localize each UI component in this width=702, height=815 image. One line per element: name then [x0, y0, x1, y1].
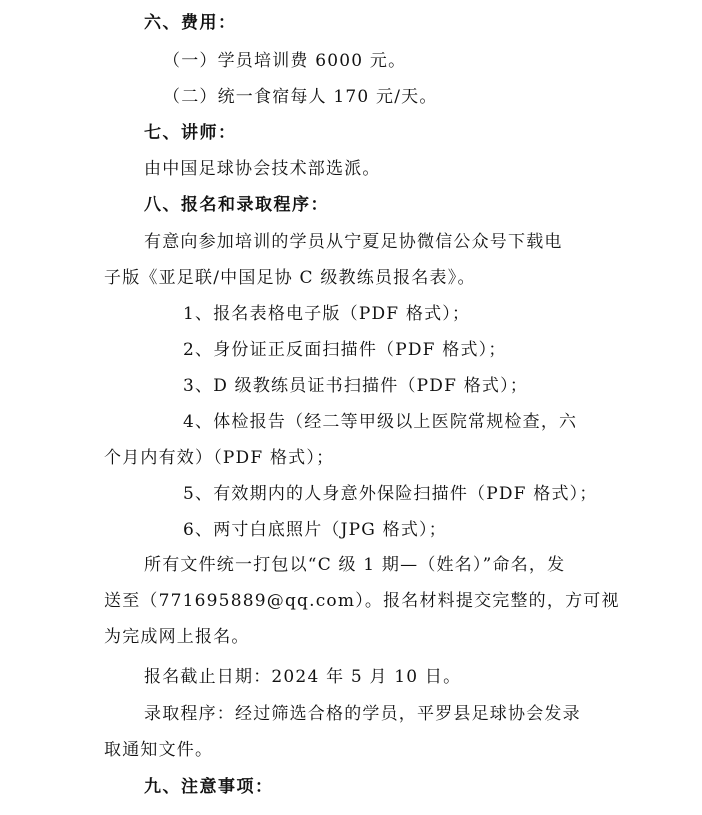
requirement-item-5: 5、有效期内的人身意外保险扫描件（PDF 格式）； — [183, 484, 598, 504]
registration-intro-line-2: 子版《亚足联/中国足协 C 级教练员报名表》。 — [104, 268, 476, 288]
requirement-item-2: 2、身份证正反面扫描件（PDF 格式）； — [183, 340, 507, 360]
requirement-item-4-line-2: 个月内有效）（PDF 格式）； — [104, 448, 335, 468]
requirement-item-1: 1、报名表格电子版（PDF 格式）； — [183, 304, 471, 324]
lecturer-text: 由中国足球协会技术部选派。 — [144, 159, 381, 179]
submission-line-1: 所有文件统一打包以“C 级 1 期—（姓名）”命名，发 — [144, 555, 566, 575]
admission-line-1: 录取程序：经过筛选合格的学员，平罗县足球协会发录 — [144, 704, 581, 724]
requirement-item-4-line-1: 4、体检报告（经二等甲级以上医院常规检查，六 — [183, 412, 578, 432]
submission-line-2: 送至（771695889@qq.com）。报名材料提交完整的，方可视 — [104, 591, 620, 611]
fee-item-1: （一）学员培训费 6000 元。 — [163, 51, 407, 71]
section-8-heading: 八、报名和录取程序： — [144, 195, 329, 215]
section-7-heading: 七、讲师： — [144, 123, 237, 143]
fee-item-2: （二）统一食宿每人 170 元/天。 — [163, 87, 438, 107]
section-9-heading: 九、注意事项： — [144, 777, 274, 797]
submission-line-3: 为完成网上报名。 — [104, 627, 250, 647]
deadline-text: 报名截止日期：2024 年 5 月 10 日。 — [144, 667, 462, 687]
requirement-item-3: 3、D 级教练员证书扫描件（PDF 格式）； — [183, 376, 529, 396]
requirement-item-6: 6、两寸白底照片（JPG 格式）； — [183, 520, 447, 540]
section-6-heading: 六、费用： — [144, 13, 237, 33]
registration-intro-line-1: 有意向参加培训的学员从宁夏足协微信公众号下载电 — [144, 232, 563, 252]
admission-line-2: 取通知文件。 — [104, 740, 214, 760]
